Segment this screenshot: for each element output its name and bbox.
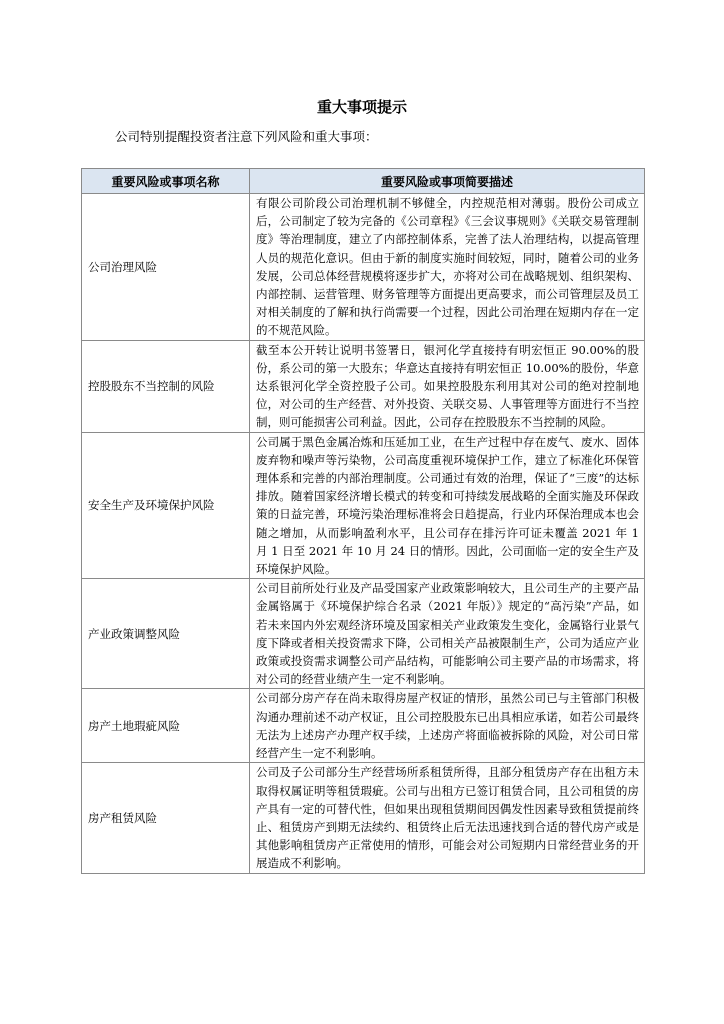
risk-description (250, 432, 645, 579)
risk-name: 房产土地瑕疵风险 (82, 689, 250, 763)
risk-description-text: 有限公司阶段公司治理机制不够健全，内控规范相对薄弱。股份公司成立后，公司制定了较为完备的《公司章程》《三会议事规则》《关联交易管理制度》等治理制度，建立了内部控制体系，完善了法人治理结构，以提高管理人员的规范化意识。但由于新的制度实施时间较短，同时，随着公司的业务发展，公司总体经营规模将逐步扩大，亦将对公司在战略规划、组织架构、内部控制、运营管理、财务管理等方面提出更高要求，而公司管理层及员工对相关制度的了解和执行尚需要一个过程，因此公司治理在短期内存在一定的不规范风险。 (256, 196, 639, 338)
risk-name: 房产租赁风险 (82, 763, 250, 873)
risk-description (250, 579, 645, 689)
risk-description-text: 公司目前所处行业及产品受国家产业政策影响较大，且公司生产的主要产品金属铬属于《环境保护综合名录（2021 年版）》规定的“高污染”产品，如若未来国内外宏观经济环境及国家相关产业政策发生变化，金属铬行业景气度下降或者相关投资需求下降，公司相关产品被限制生产，公司为适应产业政策或投资需求调整公司产品结构，可能影响公司主要产品的市场需求，将对公司的经营业绩产生一定不利影响。 (256, 581, 639, 687)
risk-description-text: 公司及子公司部分生产经营场所系租赁所得，且部分租赁房产存在出租方未取得权属证明等租赁瑕疵。公司与出租方已签订租赁合同，且公司租赁的房产具有一定的可替代性，但如果出现租赁期间因偶发性因素导致租赁提前终止、租赁房产到期无法续约、租赁终止后无法迅速找到合适的替代房产或是其他影响租赁房产正常使用的情形，可能会对公司短期内日常经营业务的开展造成不利影响。 (256, 765, 639, 871)
table-row (82, 689, 645, 763)
table-row (82, 194, 645, 341)
risk-name: 安全生产及环境保护风险 (82, 432, 250, 579)
risk-name: 控股股东不当控制的风险 (82, 340, 250, 432)
risk-description (250, 689, 645, 763)
header-risk-name: 重要风险或事项名称 (82, 169, 250, 194)
risk-description-text: 截至本公开转让说明书签署日，银河化学直接持有明宏恒正 90.00%的股份，系公司的第一大股东；华意达直接持有明宏恒正 10.00%的股份，华意达系银河化学全资控股子公司。如果控股股东利用其对公司的绝对控制地位，对公司的生产经营、对外投资、关联交易、人事管理等方面进行不当控制，则可能损害公司利益。因此，公司存在控股股东不当控制的风险。 (256, 342, 639, 430)
risk-table (81, 168, 645, 874)
risk-name: 产业政策调整风险 (82, 579, 250, 689)
header-risk-description: 重要风险或事项简要描述 (250, 169, 645, 194)
table-row (82, 340, 645, 432)
table-header-row (82, 169, 645, 194)
risk-description-text: 公司属于黑色金属冶炼和压延加工业，在生产过程中存在废气、废水、固体废弃物和噪声等污染物，公司高度重视环境保护工作，建立了标准化环保管理体系和完善的内部治理制度。公司通过有效的治理，保证了“三废”的达标排放。随着国家经济增长模式的转变和可持续发展战略的全面实施及环保政策的日益完善，环境污染治理标准将会日趋提高，行业内环保治理成本也会随之增加，从而影响盈利水平，且公司存在排污许可证未覆盖 2021 年 1 月 1 日至 2021 年 10 月 24 日的情形。因此，公司面临一定的安全生产及环境保护风险。 (256, 434, 639, 577)
risk-description-text: 公司部分房产存在尚未取得房屋产权证的情形，虽然公司已与主管部门积极沟通办理前述不动产权证，且公司控股股东已出具相应承诺，如若公司最终无法为上述房产办理产权手续，上述房产将面临被拆除的风险，对公司日常经营产生一定不利影响。 (256, 691, 639, 761)
risk-description (250, 340, 645, 432)
page-title: 重大事项提示 (316, 98, 407, 116)
table-row (82, 579, 645, 689)
risk-description (250, 763, 645, 873)
risk-name: 公司治理风险 (82, 194, 250, 341)
table-row (82, 763, 645, 873)
intro-paragraph: 公司特别提醒投资者注意下列风险和重大事项： (115, 129, 378, 144)
table-row (82, 432, 645, 579)
risk-description (250, 194, 645, 341)
